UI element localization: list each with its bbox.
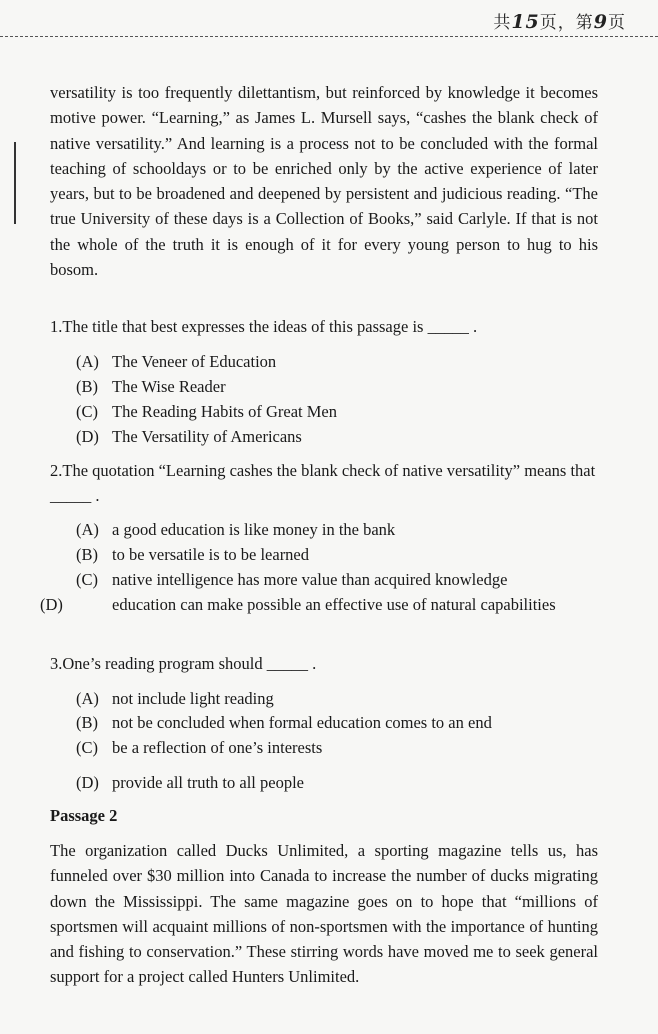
passage1-continuation: versatility is too frequently dilettantism, but reinforced by knowledge it becomes motive power. “Learning,” as James L. Mursell says, “cashes the blank check of native versatility.” And learning is a process not to be concluded with the formal teaching of schooldays or to be enriched only by the active experience of later years, but to be broadened and deepened by persistent and judicious reading. “The true University of these days is a Collection of Books,” said Carlyle. If that is not the whole of the truth it is enough of it for every young person to hug to his bosom.	[50, 83, 598, 280]
option-label: (B)	[76, 377, 98, 396]
option-text: The Veneer of Education	[112, 352, 277, 371]
total-pages: 15	[511, 11, 540, 33]
question-1-stem: 1.The title that best expresses the ideas of this passage is _____ .	[50, 317, 478, 336]
q3-option-a[interactable]	[76, 686, 596, 711]
q2-option-b[interactable]	[76, 542, 596, 567]
option-text: The Wise Reader	[112, 377, 226, 396]
page-header	[493, 8, 626, 33]
option-text: provide all truth to all people	[112, 773, 304, 792]
option-text: to be versatile is to be learned	[112, 545, 310, 564]
option-text: not include light reading	[112, 689, 274, 708]
option-text: a good education is like money in the bank	[112, 520, 396, 539]
current-page: 9	[593, 11, 608, 33]
option-label: (C)	[76, 738, 98, 757]
q1-option-b[interactable]	[76, 374, 596, 399]
question-3-stem: 3.One’s reading program should _____ .	[50, 654, 317, 673]
option-text: native intelligence has more value than acquired knowledge	[112, 570, 508, 589]
q1-option-c[interactable]	[76, 399, 596, 424]
q3-option-c[interactable]	[76, 735, 596, 760]
q3-option-b[interactable]	[76, 710, 596, 735]
q2-option-a[interactable]	[76, 517, 596, 542]
option-text: be a reflection of one’s interests	[112, 738, 323, 757]
option-text: education can make possible an effective use of natural capabilities	[112, 595, 556, 614]
q1-option-d[interactable]	[76, 424, 596, 449]
option-label: (D)	[40, 595, 63, 614]
header-prefix: 共	[493, 13, 512, 33]
option-text: not be concluded when formal education comes to an end	[112, 713, 492, 732]
q1-option-a[interactable]	[76, 349, 596, 374]
option-label: (A)	[76, 689, 99, 708]
option-label: (C)	[76, 402, 98, 421]
header-middle: 页，第	[539, 13, 594, 33]
option-text: The Versatility of Americans	[112, 427, 302, 446]
option-label: (A)	[76, 520, 99, 539]
option-label: (D)	[76, 427, 99, 446]
option-label: (C)	[76, 570, 98, 589]
header-suffix: 页	[608, 13, 626, 33]
question-2-stem: 2.The quotation “Learning cashes the blank check of native versatility” means that _____ .	[50, 461, 596, 506]
option-label: (D)	[76, 773, 99, 792]
header-divider	[0, 36, 658, 37]
option-label: (B)	[76, 545, 98, 564]
q2-option-d[interactable]	[40, 592, 596, 617]
passage2-heading: Passage 2	[50, 806, 118, 825]
option-text: The Reading Habits of Great Men	[112, 402, 337, 421]
margin-pencil-mark	[14, 142, 16, 224]
q2-option-c[interactable]	[76, 567, 596, 592]
option-label: (A)	[76, 352, 99, 371]
passage2-text: The organization called Ducks Unlimited, a sporting magazine tells us, has funneled over $30 million into Canada to increase the number of ducks migrating down the Mississippi. The same magazine goes on to hope that “millions of sportsmen will acquaint millions of non-sportsmen with the importance of hunting and fishing to conservation.” These stirring words have moved me to seek general support for a project called Hunters Unlimited.	[50, 841, 598, 987]
option-label: (B)	[76, 713, 98, 732]
q3-option-d[interactable]	[76, 770, 596, 795]
